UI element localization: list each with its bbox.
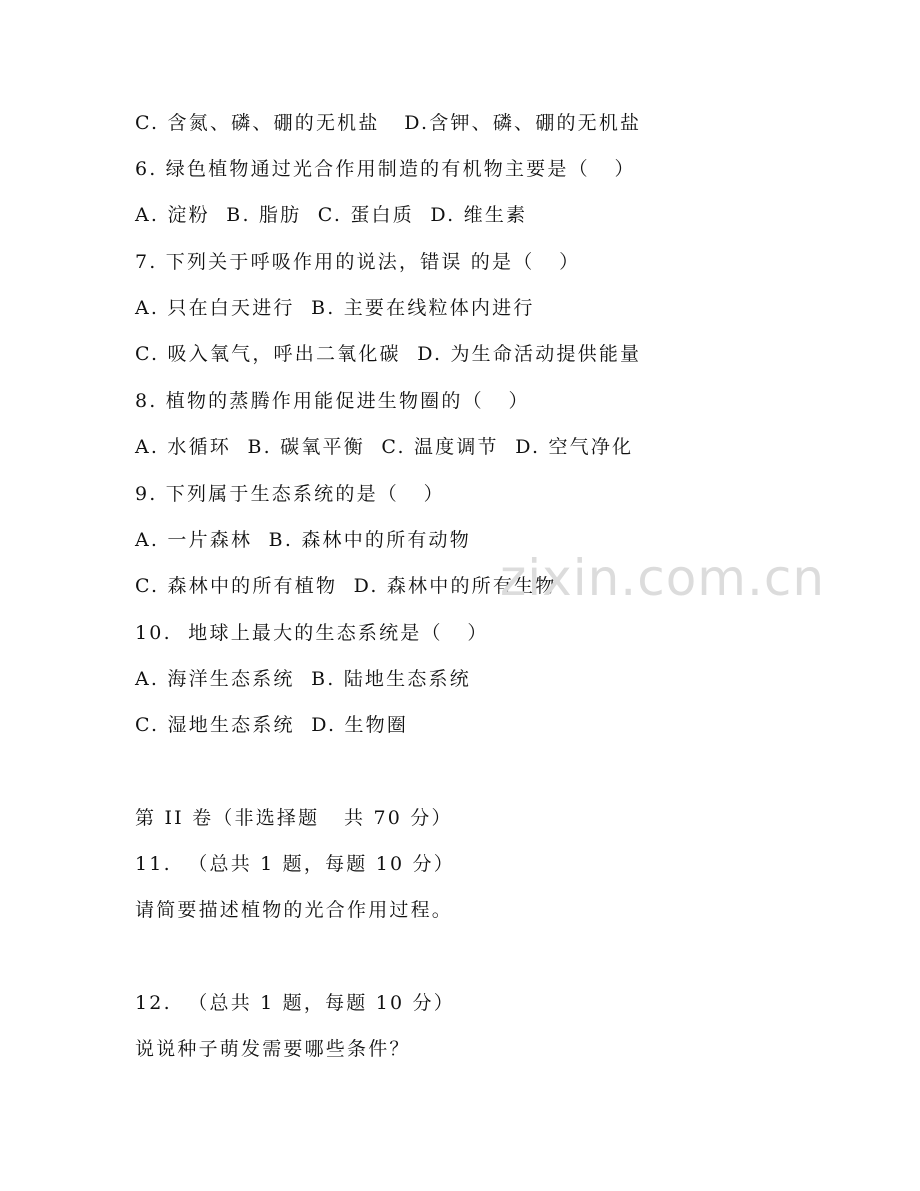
q11-prompt: 请简要描述植物的光合作用过程。 xyxy=(135,899,454,921)
q9-options-cd: C. 森林中的所有植物 D. 森林中的所有生物 xyxy=(135,575,557,597)
watermark-text: zixin.com.cn xyxy=(500,549,826,607)
q10-options-cd: C. 湿地生态系统 D. 生物圈 xyxy=(135,714,409,736)
q7-stem: 7. 下列关于呼吸作用的说法，错误 的是（ ） xyxy=(135,251,581,273)
q6-stem: 6. 绿色植物通过光合作用制造的有机物主要是（ ） xyxy=(135,158,636,180)
q7-options-cd: C. 吸入氧气，呼出二氧化碳 D. 为生命活动提供能量 xyxy=(135,343,642,365)
q11-header: 11. （总共 1 题，每题 10 分） xyxy=(135,853,455,875)
q9-options-ab: A. 一片森林 B. 森林中的所有动物 xyxy=(135,529,471,551)
q12-header: 12. （总共 1 题，每题 10 分） xyxy=(135,992,455,1014)
q10-stem: 10. 地球上最大的生态系统是（ ） xyxy=(135,622,489,644)
q8-stem: 8. 植物的蒸腾作用能促进生物圈的（ ） xyxy=(135,390,530,412)
section2-heading: 第 II 卷（非选择题 共 70 分） xyxy=(135,807,453,829)
q5-options-cd: C. 含氮、磷、硼的无机盐 D.含钾、磷、硼的无机盐 xyxy=(135,112,642,134)
q10-options-ab: A. 海洋生态系统 B. 陆地生态系统 xyxy=(135,668,471,690)
q9-stem: 9. 下列属于生态系统的是（ ） xyxy=(135,483,445,505)
q6-options: A. 淀粉 B. 脂肪 C. 蛋白质 D. 维生素 xyxy=(135,204,528,226)
q7-options-ab: A. 只在白天进行 B. 主要在线粒体内进行 xyxy=(135,297,535,319)
q12-prompt: 说说种子萌发需要哪些条件？ xyxy=(135,1038,411,1060)
q8-options: A. 水循环 B. 碳氧平衡 C. 温度调节 D. 空气净化 xyxy=(135,436,634,458)
